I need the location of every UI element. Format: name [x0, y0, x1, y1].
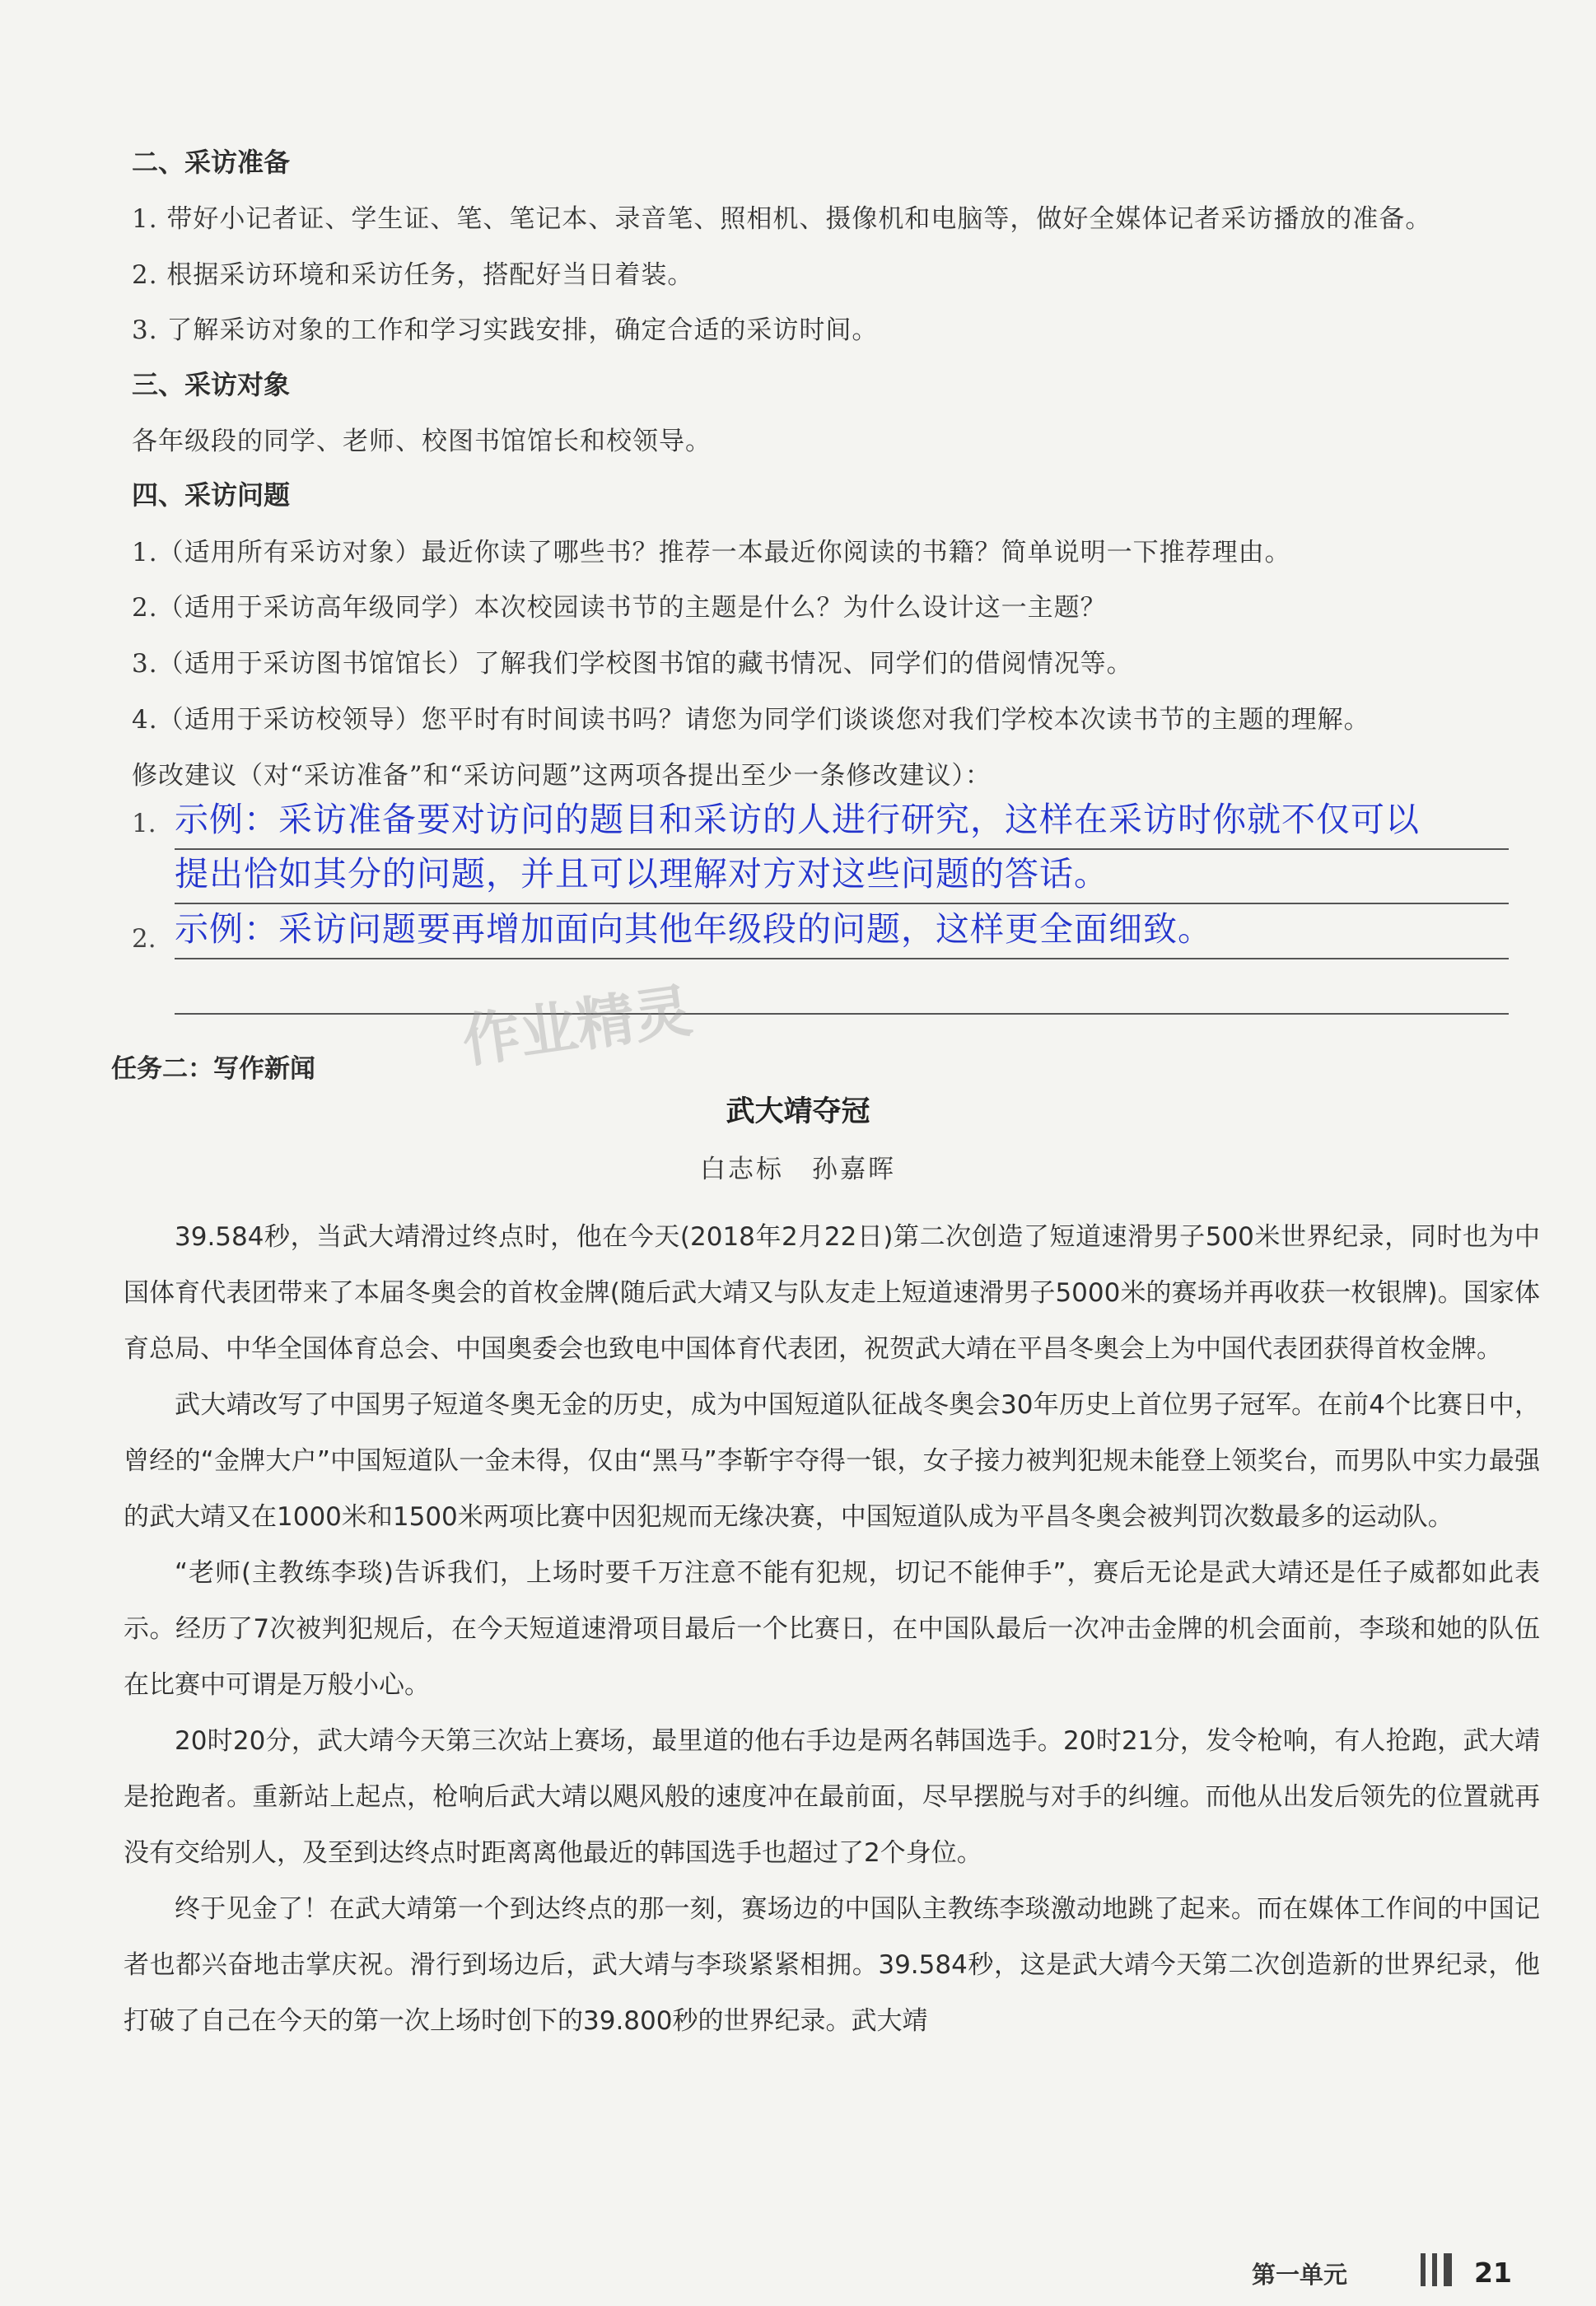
prep-item-2: 2. 根据采访环境和采访任务，搭配好当日着装。: [132, 260, 694, 290]
answer-line: [175, 1013, 1509, 1015]
question-item-3: 3.（适用于采访图书馆馆长）了解我们学校图书馆的藏书情况、同学们的借阅情况等。: [132, 649, 1133, 679]
watermark: 作业精灵: [458, 976, 697, 1076]
question-item-4: 4.（适用于采访校领导）您平时有时间读书吗？请您为同学们谈谈您对我们学校本次读书节的主题的理解。: [132, 705, 1370, 735]
article-body: [124, 1209, 1540, 2049]
answer-line: [175, 958, 1509, 959]
article-paragraph-2: 武大靖改写了中国男子短道冬奥无金的历史，成为中国短道队征战冬奥会30年历史上首位男子冠军。在前4个比赛日中，曾经的“金牌大户”中国短道队一金未得，仅由“黑马”李靳宇夺得一银，女子接力被判犯规未能登上领奖台，而男队中实力最强的武大靖又在1000米和1500米两项比赛中因犯规而无缘决赛，中国短道队成为平昌冬奥会被判罚次数最多的运动队。: [124, 1390, 1540, 1532]
article-title: 武大靖夺冠: [726, 1095, 870, 1128]
question-item-1: 1.（适用所有采访对象）最近你读了哪些书？推荐一本最近你阅读的书籍？简单说明一下推荐理由。: [132, 538, 1291, 567]
section-heading-prep: 二、采访准备: [132, 147, 291, 178]
answer-1-line-1: 示例：采访准备要对访问的题目和采访的人进行研究，这样在采访时你就不仅可以: [175, 800, 1420, 839]
target-text: 各年级段的同学、老师、校图书馆馆长和校领导。: [132, 427, 712, 456]
suggestion-prompt: 修改建议（对“采访准备”和“采访问题”这两项各提出至少一条修改建议）：: [132, 761, 992, 791]
prep-item-1: 1. 带好小记者证、学生证、笔、笔记本、录音笔、照相机、摄像机和电脑等，做好全媒体记者采访播放的准备。: [132, 204, 1432, 234]
question-item-2: 2.（适用于采访高年级同学）本次校园读书节的主题是什么？为什么设计这一主题？: [132, 593, 1107, 623]
task2-heading: 任务二：写作新闻: [111, 1054, 315, 1084]
page-number: 21: [1474, 2257, 1512, 2289]
answer-2-line-1: 示例：采访问题要再增加面向其他年级段的问题，这样更全面细致。: [175, 909, 1212, 949]
unit-label: 第一单元: [1252, 2261, 1348, 2289]
article-paragraph-3: “老师(主教练李琰)告诉我们，上场时要千万注意不能有犯规，切记不能伸手”，赛后无论是武大靖还是任子威都如此表示。经历了7次被判犯规后，在今天短道速滑项目最后一个比赛日，在中国队最后一次冲击金牌的机会面前，李琰和她的队伍在比赛中可谓是万般小心。: [124, 1558, 1540, 1700]
answer-number-2: 2.: [132, 924, 156, 954]
article-paragraph-4: 20时20分，武大靖今天第三次站上赛场，最里道的他右手边是两名韩国选手。20时21分，发令枪响，有人抢跑，武大靖是抢跑者。重新站上起点，枪响后武大靖以飓风般的速度冲在最前面，尽早摆脱与对手的纠缠。而他从出发后领先的位置就再没有交给别人，及至到达终点时距离离他最近的韩国选手也超过了2个身位。: [124, 1726, 1540, 1868]
section-heading-target: 三、采访对象: [132, 369, 291, 400]
footer-bars-icon: [1421, 2253, 1455, 2286]
article-paragraph-5: 终于见金了！在武大靖第一个到达终点的那一刻，赛场边的中国队主教练李琰激动地跳了起来。而在媒体工作间的中国记者也都兴奋地击掌庆祝。滑行到场边后，武大靖与李琰紧紧相拥。39.584秒，这是武大靖今天第二次创造新的世界纪录，他打破了自己在今天的第一次上场时创下的39.800秒的世界纪录。武大靖: [124, 1894, 1540, 2036]
section-heading-questions: 四、采访问题: [132, 479, 291, 511]
answer-1-line-2: 提出恰如其分的问题，并且可以理解对方对这些问题的答话。: [175, 854, 1108, 894]
answer-number-1: 1.: [132, 809, 156, 838]
article-byline: 白志标 孙嘉晖: [700, 1155, 896, 1184]
article-paragraph-1: 39.584秒，当武大靖滑过终点时，他在今天(2018年2月22日)第二次创造了短道速滑男子500米世界纪录，同时也为中国体育代表团带来了本届冬奥会的首枚金牌(随后武大靖又与队友走上短道速滑男子5000米的赛场并再收获一枚银牌)。国家体育总局、中华全国体育总会、中国奥委会也致电中国体育代表团，祝贺武大靖在平昌冬奥会上为中国代表团获得首枚金牌。: [124, 1222, 1540, 1364]
prep-item-3: 3. 了解采访对象的工作和学习实践安排，确定合适的采访时间。: [132, 315, 879, 345]
